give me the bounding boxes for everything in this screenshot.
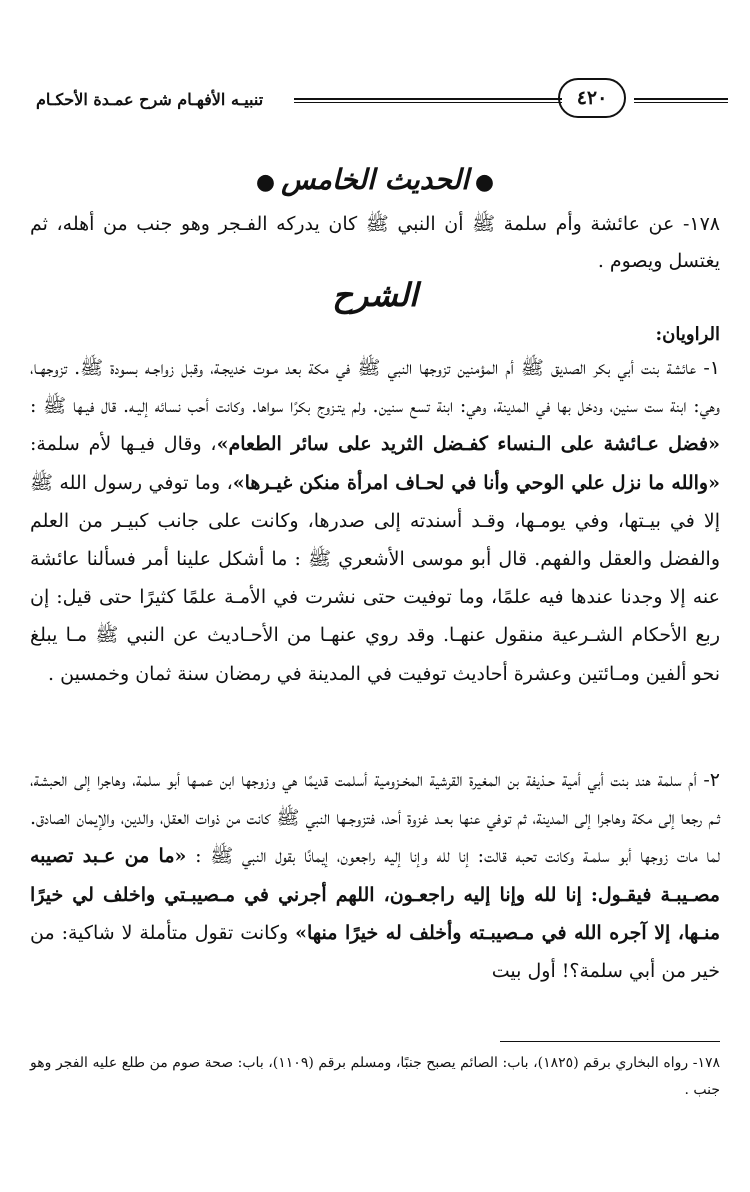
paragraph-aisha	[30, 349, 720, 693]
page-number: ٤٢٠	[558, 78, 626, 118]
sharh-heading: الشرح	[332, 276, 418, 314]
footnote-rule	[500, 1041, 720, 1042]
paragraph-umm-salama	[30, 761, 720, 990]
para1-quote-1: «فضل عـائشة على الـنساء كفـضل الثريد على سائر الطعام»	[216, 433, 720, 456]
para2-text-2: وكانت تقول متأملة لا شاكية: من خير من أبي سلمة؟! أول بيت	[30, 921, 720, 983]
bullet-icon: ●	[255, 169, 276, 195]
para1-quote-2: «والله ما نزل علي الوحي وأنا في لحـاف امرأة منكن غيـرها»	[232, 471, 720, 494]
footnote: ١٧٨- رواه البخاري برقم (١٨٢٥)، باب: الصائم يصبح جنبًا، ومسلم برقم (١١٠٩)، باب: صحة صوم من طلع عليه الفجر وهو جنب .	[30, 1055, 720, 1098]
narrators-label: الراويان:	[655, 324, 720, 345]
hadith-heading	[0, 163, 750, 196]
para1-text-1: ١- عائشة بنت أبي بكر الصديق ﷺ أم المؤمنين تزوجها النبي ﷺ في مكة بعد مـوت خديجـة، وقبل زواجـه بسودة ﷺ. تزوجهـا، وهي: ابنة ست سنين، ودخل بها في المدينة، وهي: ابنة تسع سنين. ولم يتـزوج بكرًا سواها. وكانت أحب نسائه إليـه. قال فيـها ﷺ :	[30, 357, 720, 418]
book-title: تنبيـه الأفهـام شرح عمـدة الأحكـام	[36, 90, 264, 109]
para1-text-3: ، وما توفي رسول الله ﷺ إلا في بيـتها، وفي يومـها، وقـد أسندته إلى صدرها، وكانت على جانب كبيـر من العلم والفضل والعقل والفهم. قال أبو موسى الأشعري ﷺ : ما أشكل علينا أمر فسألنا عائشة عنه إلا وجدنا عندها فيه علمًا، وما توفيت حتى نشرت في الأمـة علمًا كثيرًا حتى قيل: إن ربع الأحكام الشـرعية منقول عنهـا. وقد روي عنهـا من الأحـاديث عن النبي ﷺ مـا يبلغ نحو ألفين ومـائتين وعشرة أحاديث توفيت في المدينة في رمضان سنة ثمان وخمسين .	[30, 471, 720, 685]
header-rule-right	[634, 98, 728, 103]
header-rule-middle	[294, 98, 562, 103]
hadith-heading-text: الحديث الخامس	[281, 163, 469, 196]
para2-text-1: ٢- أم سلمة هند بنت أبي أمية حـذيفة بن المغيرة القرشية المخـزومية أسلمت قديمًا هي وزوجها ابن عمـها أبو سلمة، وهاجرا إلى الحبشة، ثـم رجعا إلى مكة وهاجرا إلى المدينة، ثم توفي عنها بعـد غزوة أحد، فتزوجـها النبي ﷺ كانت من ذوات العقل، والدين، والإيمان الصادق. لما مات زوجها أبو سلمـة وكانت تحبه قالت: إنا لله وإنا إليه راجعون، إيمانًا بقول النبي ﷺ :	[30, 769, 720, 868]
bullet-icon: ●	[474, 169, 495, 195]
para2-quote-1: «ما من عـبد تصيبه مصـيبـة فيقـول: إنا لله وإنا إليه راجعـون، اللهم أجرني في مـصيبـتي واخلف لي خيرًا منـها، إلا آجره الله في مـصيبـته وأخلف له خيرًا منها»	[30, 845, 720, 944]
para1-text-2: ، وقال فيـها لأم سلمة:	[30, 433, 217, 456]
running-header	[22, 78, 728, 122]
hadith-text: ١٧٨- عن عائشة وأم سلمة ﷺ أن النبي ﷺ كان يدركه الفـجر وهو جنب من أهله، ثم يغتسل ويصوم .	[30, 213, 720, 272]
